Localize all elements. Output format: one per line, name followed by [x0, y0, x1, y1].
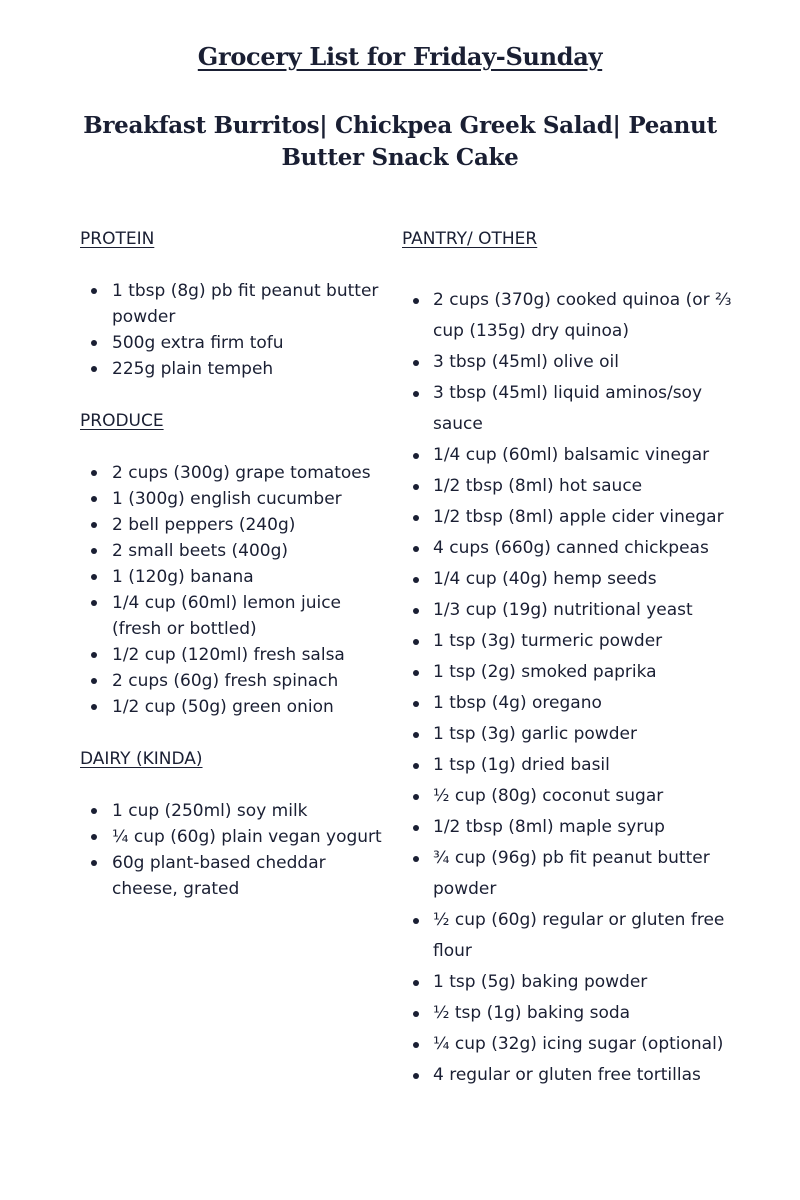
protein-section	[80, 226, 390, 382]
list-item: 1/4 cup (60ml) lemon juice (fresh or bottled)	[80, 590, 390, 642]
list-item: 2 small beets (400g)	[80, 538, 390, 564]
pantry-section	[402, 226, 732, 1091]
list-item: 500g extra firm tofu	[80, 330, 390, 356]
list-item: 1 tbsp (4g) oregano	[402, 688, 732, 719]
dairy-heading: DAIRY (KINDA)	[80, 749, 203, 769]
list-item: ½ cup (60g) regular or gluten free flour	[402, 905, 732, 967]
list-item: 4 regular or gluten free tortillas	[402, 1060, 732, 1091]
protein-heading: PROTEIN	[80, 229, 155, 249]
list-item: ½ cup (80g) coconut sugar	[402, 781, 732, 812]
list-item: 60g plant-based cheddar cheese, grated	[80, 850, 390, 902]
list-item: 2 cups (370g) cooked quinoa (or ⅔ cup (135g) dry quinoa)	[402, 285, 732, 347]
list-item: 1/2 cup (50g) green onion	[80, 694, 390, 720]
list-item: 1 tsp (3g) garlic powder	[402, 719, 732, 750]
list-item: 1 tsp (5g) baking powder	[402, 967, 732, 998]
list-item: 1/4 cup (40g) hemp seeds	[402, 564, 732, 595]
pantry-list	[402, 285, 732, 1091]
list-item: 1/3 cup (19g) nutritional yeast	[402, 595, 732, 626]
list-item: 1/2 cup (120ml) fresh salsa	[80, 642, 390, 668]
produce-section	[80, 408, 390, 720]
list-item: 1 (120g) banana	[80, 564, 390, 590]
list-item: 1 tsp (1g) dried basil	[402, 750, 732, 781]
list-item: 2 cups (300g) grape tomatoes	[80, 460, 390, 486]
list-item: 2 bell peppers (240g)	[80, 512, 390, 538]
list-item: 1 cup (250ml) soy milk	[80, 798, 390, 824]
left-column	[80, 226, 390, 928]
list-item: 1 (300g) english cucumber	[80, 486, 390, 512]
list-item: 1/2 tbsp (8ml) hot sauce	[402, 471, 732, 502]
list-item: 1/2 tbsp (8ml) apple cider vinegar	[402, 502, 732, 533]
dairy-list	[80, 798, 390, 902]
dairy-section	[80, 746, 390, 902]
list-item: 1/2 tbsp (8ml) maple syrup	[402, 812, 732, 843]
list-item: ¼ cup (32g) icing sugar (optional)	[402, 1029, 732, 1060]
list-item: 3 tbsp (45ml) liquid aminos/soy sauce	[402, 378, 732, 440]
protein-list	[80, 278, 390, 382]
list-item: 2 cups (60g) fresh spinach	[80, 668, 390, 694]
recipes-subtitle: Breakfast Burritos| Chickpea Greek Salad| Peanut Butter Snack Cake	[83, 112, 717, 171]
page-title: Grocery List for Friday-Sunday	[197, 42, 603, 71]
list-item: 3 tbsp (45ml) olive oil	[402, 347, 732, 378]
list-item: 225g plain tempeh	[80, 356, 390, 382]
pantry-heading: PANTRY/ OTHER	[402, 229, 538, 249]
right-column	[402, 226, 732, 1091]
list-item: ¾ cup (96g) pb fit peanut butter powder	[402, 843, 732, 905]
list-item: 1/4 cup (60ml) balsamic vinegar	[402, 440, 732, 471]
list-item: 1 tsp (2g) smoked paprika	[402, 657, 732, 688]
list-item: 4 cups (660g) canned chickpeas	[402, 533, 732, 564]
produce-list	[80, 460, 390, 720]
produce-heading: PRODUCE	[80, 411, 164, 431]
list-item: 1 tbsp (8g) pb fit peanut butter powder	[80, 278, 390, 330]
list-item: ½ tsp (1g) baking soda	[402, 998, 732, 1029]
list-item: 1 tsp (3g) turmeric powder	[402, 626, 732, 657]
list-item: ¼ cup (60g) plain vegan yogurt	[80, 824, 390, 850]
